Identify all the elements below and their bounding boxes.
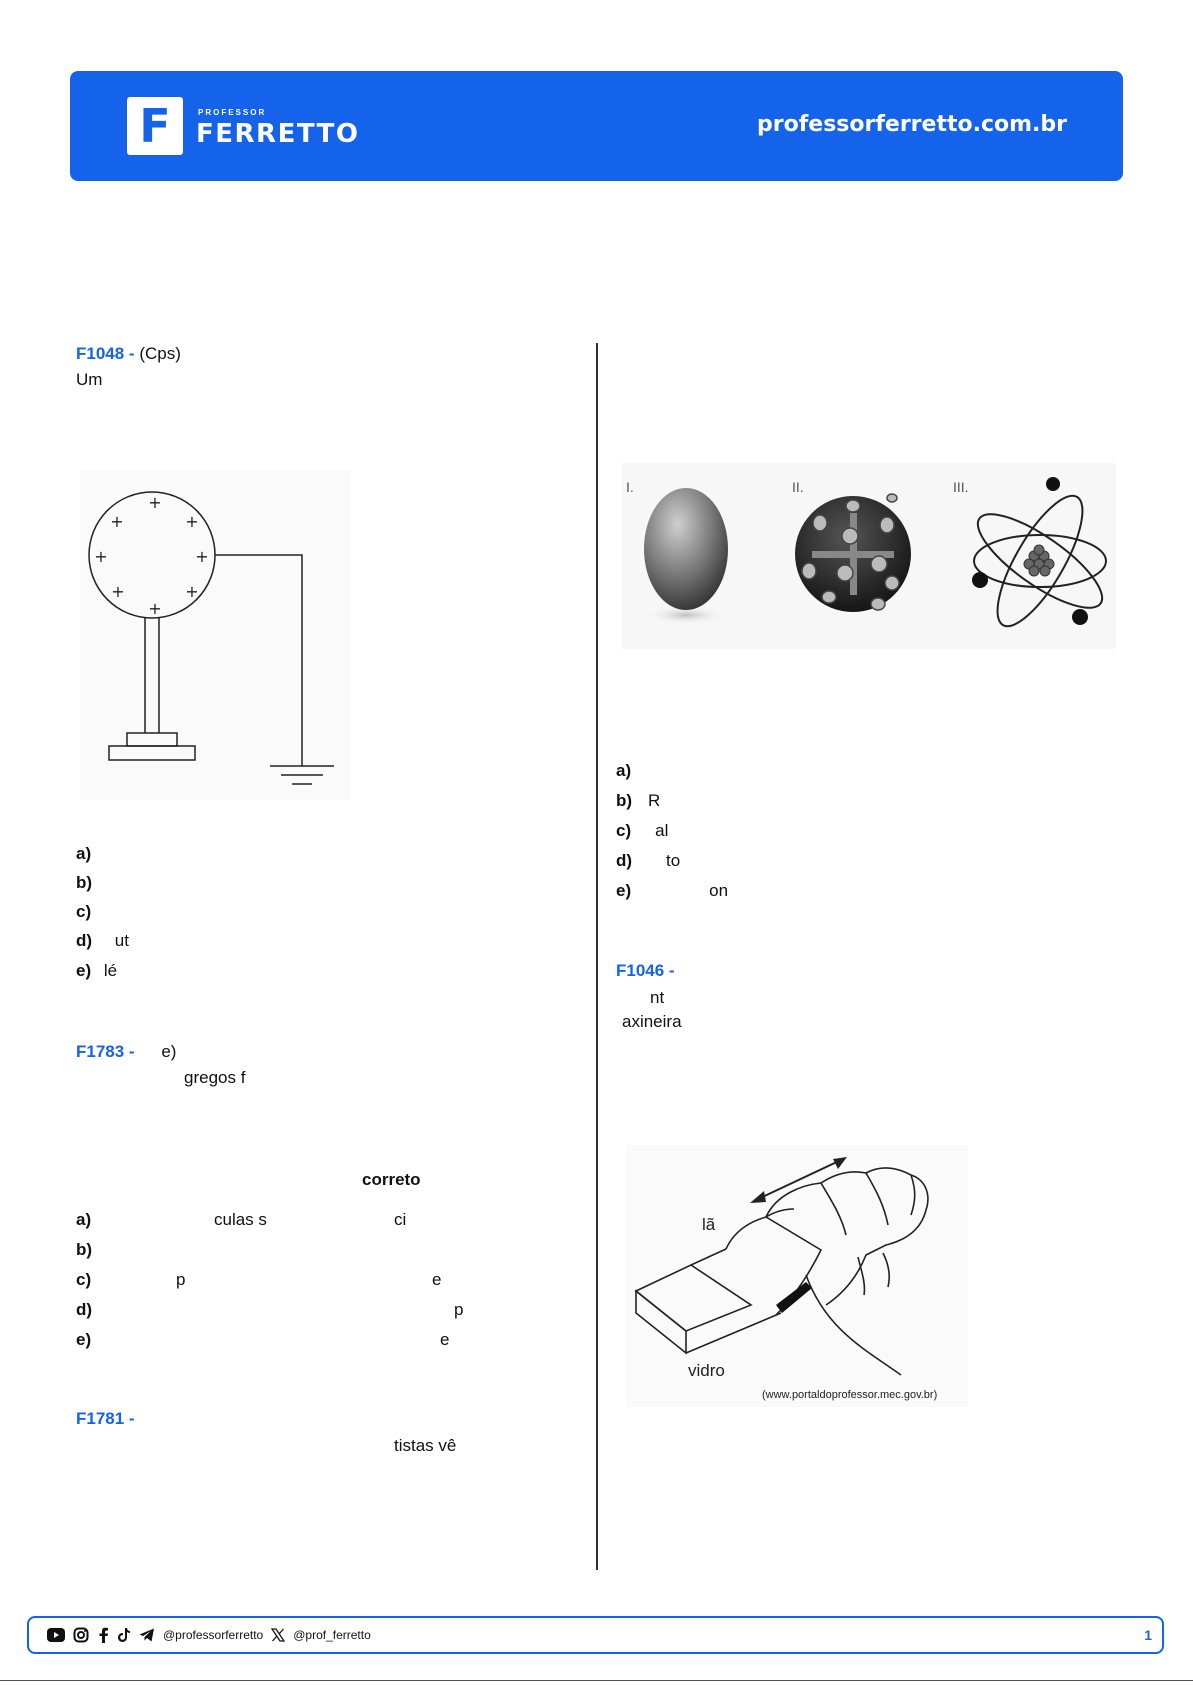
svg-text:+: +	[195, 547, 209, 566]
question-id: F1048 -	[76, 344, 135, 363]
question-text: Um	[76, 370, 103, 389]
telegram-icon[interactable]	[139, 1628, 155, 1642]
svg-text:+: +	[148, 493, 162, 512]
brand-subtitle: PROFESSOR	[198, 108, 267, 117]
social-links	[47, 1627, 371, 1643]
option-b[interactable]: b)	[76, 873, 93, 892]
label-wool: lã	[702, 1215, 716, 1234]
option-c[interactable]: c)	[76, 902, 92, 921]
question-header-f1048	[76, 343, 181, 365]
svg-text:+: +	[148, 599, 162, 618]
image-credit: (www.portaldoprofessor.mec.gov.br)	[762, 1389, 938, 1401]
svg-text:+: +	[185, 582, 199, 601]
site-url[interactable]: professorferretto.com.br	[756, 112, 1067, 137]
option-d[interactable]: d) p	[76, 1300, 464, 1319]
glass-wool-friction-figure	[626, 1145, 968, 1407]
x-twitter-icon[interactable]	[271, 1628, 285, 1642]
question-id: F1046 -	[616, 961, 675, 980]
logo: F	[127, 97, 183, 155]
model-label-3: III.	[953, 479, 969, 495]
brand-name: FERRETTO	[196, 119, 360, 149]
option-a[interactable]: a) culas s ci	[76, 1210, 407, 1229]
question-id: F1781 -	[76, 1409, 135, 1428]
facebook-icon[interactable]	[97, 1627, 109, 1643]
footer-bar	[27, 1616, 1164, 1654]
option-e[interactable]: e) on	[616, 881, 729, 900]
atomic-models-figure	[622, 463, 1116, 649]
correct-keyword: correto	[362, 1170, 421, 1189]
page-number: 1	[1144, 1627, 1152, 1643]
option-c[interactable]: c) al	[616, 821, 669, 840]
svg-text:+: +	[111, 582, 125, 601]
question-source: e)	[161, 1042, 177, 1061]
option-e[interactable]: e) lé	[76, 961, 118, 980]
option-d[interactable]: d) to	[616, 851, 681, 870]
option-a[interactable]: a)	[76, 844, 92, 863]
question-text: nt	[650, 988, 665, 1007]
svg-text:+: +	[110, 512, 124, 531]
question-source: (Cps)	[139, 344, 181, 363]
question-header-f1783	[76, 1041, 176, 1063]
model-label-2: II.	[792, 479, 804, 495]
question-text: axineira	[622, 1012, 682, 1031]
tiktok-icon[interactable]	[117, 1627, 131, 1643]
charged-sphere-figure	[80, 470, 350, 800]
bottom-rule	[0, 1680, 1193, 1681]
instagram-icon[interactable]	[73, 1627, 89, 1643]
column-divider	[596, 343, 598, 1570]
option-d[interactable]: d) ut	[76, 931, 129, 950]
option-c[interactable]: c) p e	[76, 1270, 442, 1289]
label-glass: vidro	[688, 1361, 725, 1380]
handle-prof-ferretto[interactable]: @prof_ferretto	[293, 1628, 371, 1642]
svg-text:+: +	[94, 547, 108, 566]
question-text: tistas vê	[394, 1436, 457, 1455]
option-e[interactable]: e) e	[76, 1330, 450, 1349]
option-b[interactable]: b) R	[616, 791, 661, 810]
header-banner	[70, 71, 1123, 181]
question-id: F1783 -	[76, 1042, 135, 1061]
question-header-f1046	[616, 960, 675, 982]
option-a[interactable]: a)	[616, 761, 632, 780]
youtube-icon[interactable]	[47, 1628, 65, 1642]
question-header-f1781	[76, 1408, 135, 1430]
model-label-1: I.	[626, 479, 634, 495]
question-text: gregos f	[184, 1068, 246, 1087]
handle-professorferretto[interactable]: @professorferretto	[163, 1628, 264, 1642]
svg-text:+: +	[185, 512, 199, 531]
option-b[interactable]: b)	[76, 1240, 93, 1259]
